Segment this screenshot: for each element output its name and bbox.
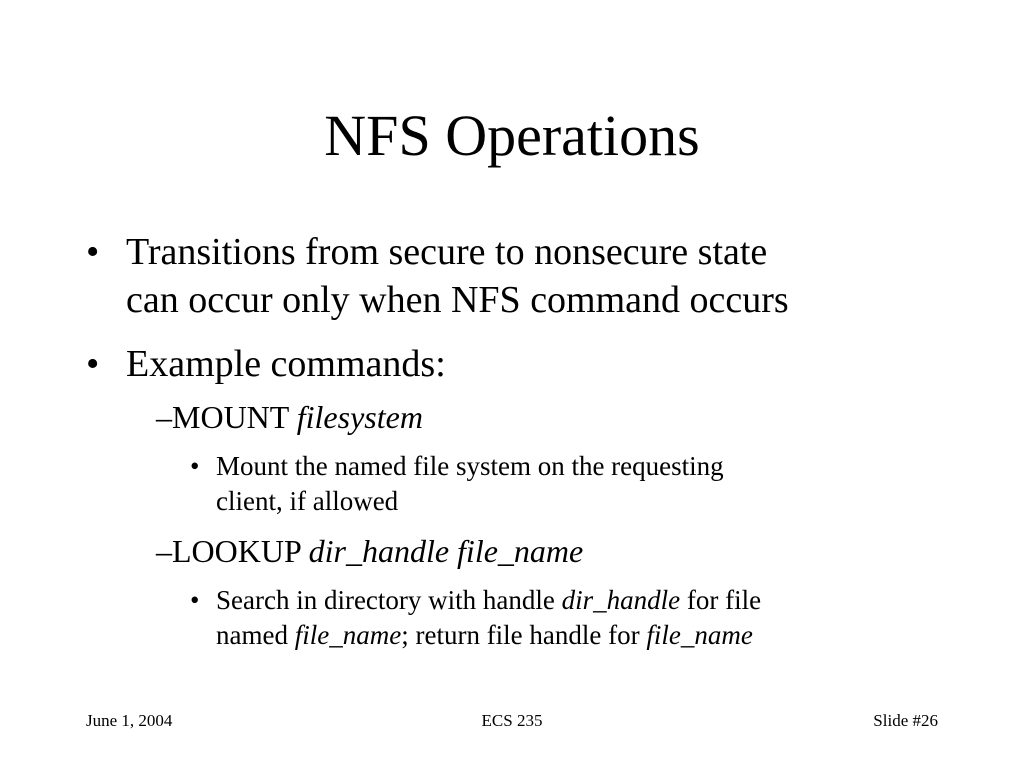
bullet-glyph: • (190, 585, 200, 615)
slide-title: NFS Operations (324, 103, 700, 168)
dash-glyph: – (156, 399, 172, 435)
detail-text: named (216, 620, 295, 650)
command-args: filesystem (296, 399, 423, 435)
command-name: LOOKUP (172, 533, 301, 569)
detail-text-line (216, 618, 753, 652)
footer-course: ECS 235 (481, 711, 543, 730)
bullet-glyph: • (190, 451, 200, 481)
detail-text: ; return file handle for (401, 620, 647, 650)
bullet-glyph: • (86, 343, 100, 385)
command-name: MOUNT (172, 399, 289, 435)
bullet-glyph: • (86, 231, 100, 273)
detail-text-line (216, 583, 761, 617)
footer-slide-number: Slide #26 (873, 711, 938, 730)
dash-glyph: – (156, 533, 172, 569)
detail-italic-text: file_name (294, 620, 402, 650)
command-line (172, 531, 583, 571)
detail-text: for file (680, 585, 762, 615)
footer-date: June 1, 2004 (86, 711, 173, 730)
detail-italic-text: dir_handle (561, 585, 681, 615)
bullet-text-line: Example commands: (126, 343, 446, 385)
detail-text-line: Mount the named file system on the requesting (216, 451, 724, 481)
bullet-text-line: Transitions from secure to nonsecure state (126, 231, 768, 273)
command-line (172, 397, 423, 437)
detail-text: Search in directory with handle (216, 585, 562, 615)
detail-italic-text: file_name (646, 620, 753, 650)
detail-text-line: client, if allowed (216, 486, 399, 516)
command-args: dir_handle file_name (308, 533, 584, 569)
bullet-text-line: can occur only when NFS command occurs (126, 279, 789, 321)
